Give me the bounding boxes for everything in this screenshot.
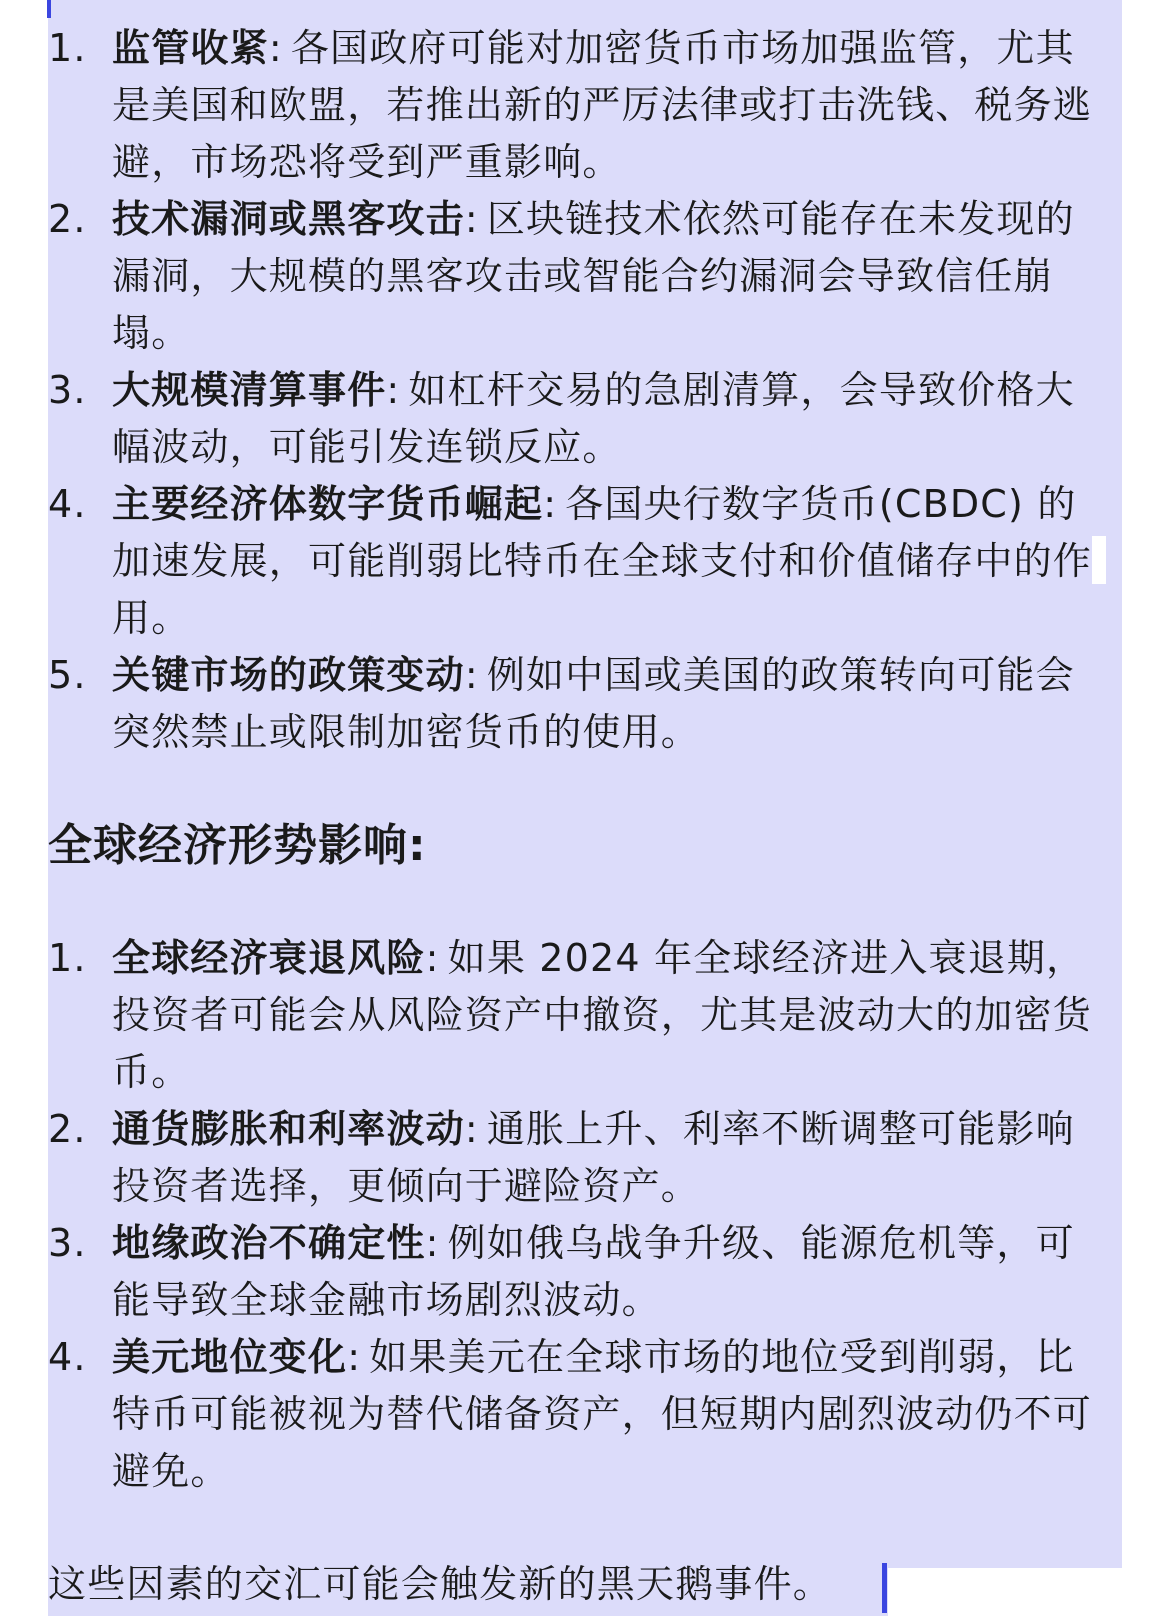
item-label: 大规模清算事件 — [112, 368, 387, 412]
item-text: 例如中国或美国的政策转向可能会突然禁止或限制加密货币的使用。 — [112, 653, 1075, 754]
list-item — [48, 1101, 1122, 1215]
list-item — [48, 191, 1122, 362]
item-separator: : — [425, 1221, 440, 1265]
item-number: 5. — [48, 653, 87, 697]
item-separator: : — [543, 482, 558, 526]
list-item — [48, 647, 1122, 761]
item-body — [112, 1329, 1122, 1500]
list-item — [48, 20, 1122, 191]
item-number: 3. — [48, 368, 87, 412]
item-text: 各国政府可能对加密货币市场加强监管，尤其是美国和欧盟，若推出新的严厉法律或打击洗钱、税务逃避，市场恐将受到严重影响。 — [112, 26, 1093, 184]
item-number: 1. — [48, 26, 87, 70]
list-item — [48, 476, 1122, 647]
item-separator: : — [386, 368, 401, 412]
item-body — [112, 362, 1122, 476]
conclusion-paragraph: 这些因素的交汇可能会触发新的黑天鹅事件。 — [48, 1562, 833, 1606]
item-separator: : — [464, 1107, 479, 1151]
item-number: 4. — [48, 1335, 87, 1379]
item-body — [112, 1101, 1122, 1215]
item-separator: : — [464, 653, 479, 697]
item-body — [112, 20, 1122, 191]
item-label: 关键市场的政策变动 — [112, 653, 465, 697]
item-body — [112, 1215, 1122, 1329]
article-text[interactable] — [48, 20, 1122, 1613]
item-body — [112, 647, 1122, 761]
selection-start-handle[interactable] — [47, 0, 51, 18]
item-number: 3. — [48, 1221, 87, 1265]
item-separator: : — [268, 26, 283, 70]
list-item — [48, 1329, 1122, 1500]
item-text: 如果 2024 年全球经济进入衰退期，投资者可能会从风险资产中撤资，尤其是波动大的加密货币。 — [112, 936, 1093, 1094]
section-heading: 全球经济形势影响: — [48, 820, 427, 871]
list-item — [48, 930, 1122, 1101]
item-text: 如果美元在全球市场的地位受到削弱，比特币可能被视为替代储备资产，但短期内剧烈波动仍不可避免。 — [112, 1335, 1093, 1493]
item-text: 通胀上升、利率不断调整可能影响投资者选择，更倾向于避险资产。 — [112, 1107, 1075, 1208]
item-text: 例如俄乌战争升级、能源危机等，可能导致全球金融市场剧烈波动。 — [112, 1221, 1075, 1322]
item-label: 地缘政治不确定性 — [112, 1221, 426, 1265]
item-label: 全球经济衰退风险 — [112, 936, 426, 980]
item-body — [112, 191, 1122, 362]
selection-end-handle[interactable] — [882, 1563, 887, 1613]
item-label: 美元地位变化 — [112, 1335, 348, 1379]
item-number: 2. — [48, 197, 87, 241]
item-body — [112, 476, 1122, 647]
item-text: 如杠杆交易的急剧清算，会导致价格大幅波动，可能引发连锁反应。 — [112, 368, 1075, 469]
item-label: 主要经济体数字货币崛起 — [112, 482, 544, 526]
item-number: 1. — [48, 936, 87, 980]
economy-list — [48, 930, 1122, 1500]
item-separator: : — [347, 1335, 362, 1379]
item-number: 4. — [48, 482, 87, 526]
list-item — [48, 1215, 1122, 1329]
item-separator: : — [425, 936, 440, 980]
item-text: 区块链技术依然可能存在未发现的漏洞，大规模的黑客攻击或智能合约漏洞会导致信任崩塌。 — [112, 197, 1075, 355]
item-label: 监管收紧 — [112, 26, 269, 70]
item-label: 通货膨胀和利率波动 — [112, 1107, 465, 1151]
item-separator: : — [464, 197, 479, 241]
item-body — [112, 930, 1122, 1101]
item-number: 2. — [48, 1107, 87, 1151]
item-text: 各国央行数字货币(CBDC) 的加速发展，可能削弱比特币在全球支付和价值储存中的作用。 — [112, 482, 1093, 640]
item-label: 技术漏洞或黑客攻击 — [112, 197, 465, 241]
risk-list — [48, 20, 1122, 761]
list-item — [48, 362, 1122, 476]
